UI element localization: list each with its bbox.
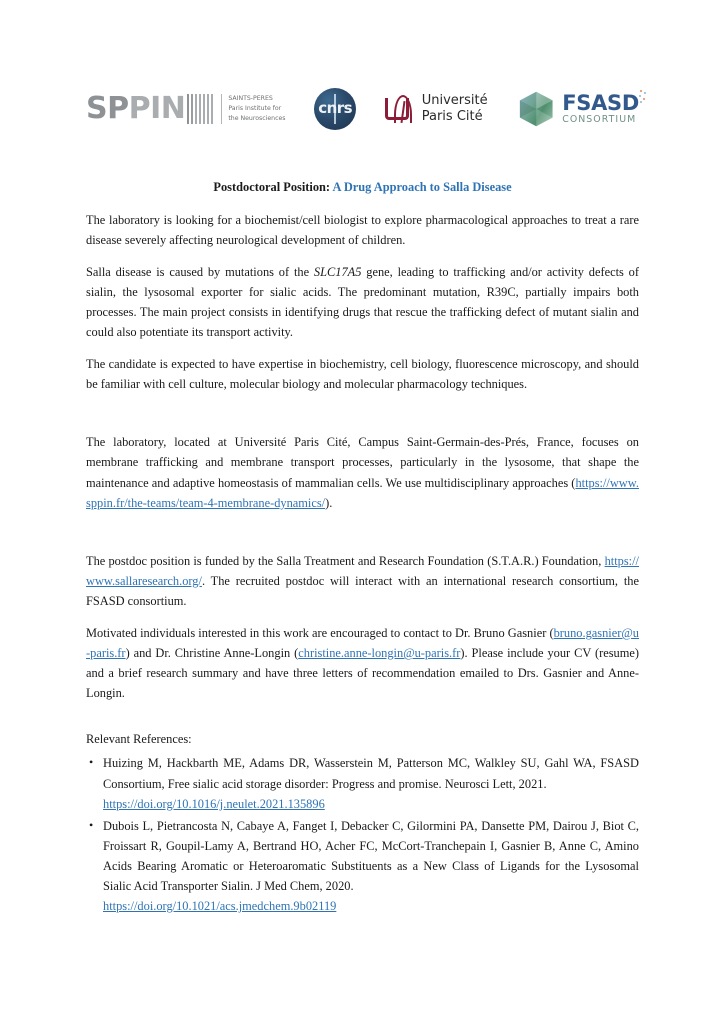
paragraph-laboratory-text-a: The laboratory, located at Université Paris Cité, Campus Saint-Germain-des-Prés, France, focuses on membrane trafficking and membrane transport processes, particularly in the lysosome, that shape the maintenance and adaptive homeostasis of mammalian cells. We use multidisciplinary approaches (	[86, 435, 639, 490]
section-spacer-3	[86, 715, 639, 729]
paragraph-intro	[86, 210, 639, 250]
upc-monogram-icon	[385, 93, 415, 125]
references-list	[86, 753, 639, 916]
paragraph-candidate-text: The candidate is expected to have expertise in biochemistry, cell biology, fluorescence microscopy, and should be familiar with cell culture, molecular biology and molecular pharmacology techniques.	[86, 357, 639, 392]
page-title-accent: A Drug Approach to Salla Disease	[332, 180, 512, 194]
section-spacer-2	[86, 525, 639, 551]
page-title	[86, 178, 639, 197]
paragraph-contact	[86, 623, 639, 703]
paragraph-funding-text-b: . The recruited postdoc will interact with an international research consortium, the FSASD consortium.	[86, 573, 639, 608]
universite-paris-cite-logo	[385, 88, 488, 130]
paragraph-contact-text-b: ) and Dr. Christine Anne-Longin (	[125, 646, 299, 661]
cnrs-logo	[314, 88, 356, 130]
document-body	[86, 178, 639, 918]
sppin-team-link[interactable]: https://www.sppin.fr/the-teams/team-4-membrane-dynamics/	[86, 475, 639, 510]
paragraph-funding	[86, 551, 639, 611]
paragraph-laboratory	[86, 432, 639, 512]
reference-citation: Dubois L, Pietrancosta N, Cabaye A, Fanget I, Debacker C, Gilormini PA, Dansette PM, Dairou J, Biot C, Froissart R, Goupil-Lamy A, Bertrand HO, Acher FC, McCort-Tranchepain I, Gasnier B, Anne C, Amino Acids Bearing Aromatic or Heteroaromatic Substituents as a New Class of Ligands for the Lysosomal Sialic Acid Transporter Sialin. J Med Chem, 2020.	[103, 818, 639, 894]
paragraph-laboratory-text-b: ).	[325, 495, 333, 510]
paragraph-contact-text-a: Motivated individuals interested in this work are encouraged to contact to Dr. Bruno Gasnier (	[86, 626, 554, 641]
page-title-prefix: Postdoctoral Position:	[213, 180, 331, 194]
sppin-wordmark-part2: PIN	[128, 91, 186, 126]
section-spacer-1	[86, 406, 639, 432]
list-item	[86, 753, 639, 813]
references-heading: Relevant References:	[86, 732, 192, 747]
sppin-logo	[86, 87, 286, 131]
list-item	[86, 816, 639, 916]
upc-wordmark-line1: Université	[421, 93, 488, 109]
sppin-wordmark-part1: SP	[86, 91, 129, 126]
paragraph-candidate	[86, 354, 639, 394]
paragraph-disease-text-a: Salla disease is caused by mutations of the	[86, 264, 314, 279]
salla-research-link[interactable]: https://www.sallaresearch.org/	[86, 553, 639, 588]
reference-citation: Huizing M, Hackbarth ME, Adams DR, Wasserstein M, Patterson MC, Walkley SU, Gahl WA, FSASD Consortium, Free sialic acid storage disorder: Progress and promise. Neurosci Lett, 2021.	[103, 756, 639, 791]
sppin-subtitle-line2: Paris Institute for	[228, 104, 282, 112]
gene-name: SLC17A5	[313, 264, 362, 279]
upc-wordmark	[422, 93, 488, 125]
fsasd-consortium-logo	[516, 88, 639, 130]
fsasd-wordmark	[562, 93, 639, 124]
sppin-wordmark	[86, 91, 186, 126]
logo-band	[86, 82, 639, 136]
fsasd-hexagon-icon	[516, 89, 556, 129]
sppin-subtitle	[221, 94, 285, 124]
fsasd-dots-icon	[639, 90, 648, 108]
fsasd-wordmark-main: FSASD	[562, 93, 639, 114]
paragraph-contact-text-c: ). Please include your CV (resume) and a brief research summary and have three letters of recommendation emailed to Drs. Gasnier and Anne-Longin.	[86, 646, 639, 701]
sppin-subtitle-line1: SAINTS-PERES	[228, 94, 273, 102]
paragraph-disease	[86, 262, 639, 342]
upc-wordmark-line2: Paris Cité	[421, 109, 483, 124]
paragraph-disease-text-b: gene, leading to trafficking and/or activity defects of sialin, the lysosomal exporter for sialic acids. The predominant mutation, R39C, partially impairs both processes. The main project consists in identifying drugs that rescue the trafficking defect of mutant sialin and could also potentiate its transport activity.	[86, 264, 639, 340]
sppin-bars-icon	[187, 94, 215, 124]
sppin-subtitle-line3: the Neurosciences	[228, 115, 286, 123]
email-link-anne-longin[interactable]: christine.anne-longin@u-paris.fr	[298, 646, 461, 661]
cnrs-wordmark: cnrs	[318, 99, 353, 118]
paragraph-intro-text: The laboratory is looking for a biochemist/cell biologist to explore pharmacological approaches to treat a rare disease severely affecting neurological development of children.	[86, 212, 639, 247]
email-link-gasnier[interactable]: bruno.gasnier@u-paris.fr	[86, 626, 639, 661]
reference-doi-link[interactable]: https://doi.org/10.1016/j.neulet.2021.135896	[103, 796, 325, 811]
reference-doi-link[interactable]: https://doi.org/10.1021/acs.jmedchem.9b02119	[103, 899, 337, 914]
paragraph-funding-text-a: The postdoc position is funded by the Salla Treatment and Research Foundation (S.T.A.R.) Foundation,	[86, 553, 605, 568]
fsasd-wordmark-sub: CONSORTIUM	[562, 114, 637, 126]
